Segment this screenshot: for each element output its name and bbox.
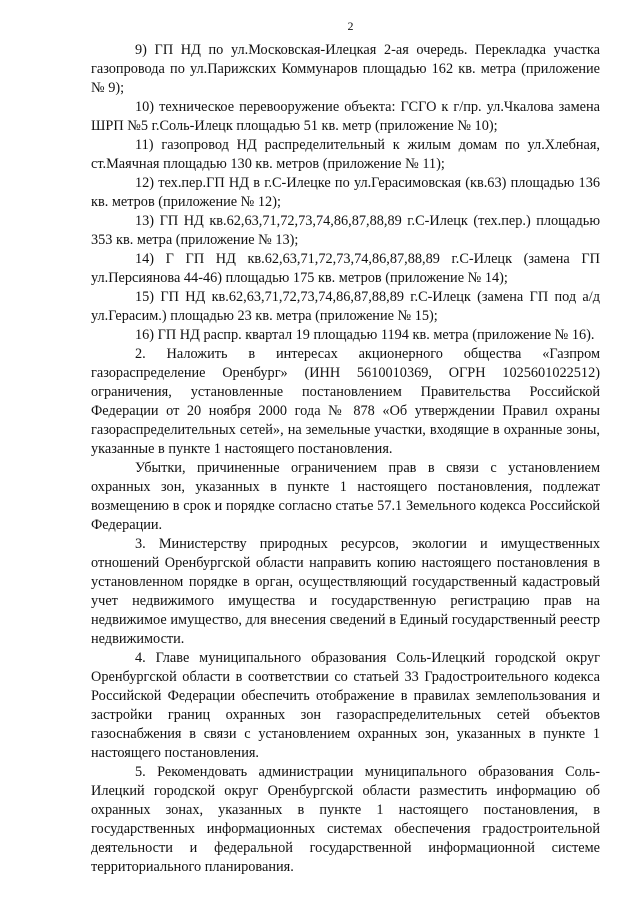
- clause-4: 4. Главе муниципального образования Соль-Илецкий городской округ Оренбургской области в соответствии со статьей 33 Градостроительного кодекса Российской Федерации обеспечить отображение в правилах землепользования и застройки границ охранных зон газораспределительных сетей объектов газоснабжения в связи с установлением охранных зон, указанных в пункте 1 настоящего постановления.: [91, 650, 600, 761]
- clause-3: 3. Министерству природных ресурсов, экологии и имущественных отношений Оренбургской области направить копию настоящего постановления в установленном порядке в орган, осуществляющий государственный кадастровый учет недвижимого имущества и государственную регистрацию прав на недвижимое имущество, для внесения сведений в Единый государственный реестр недвижимости.: [91, 536, 600, 647]
- document-body: [91, 41, 600, 877]
- clause-5: 5. Рекомендовать администрации муниципального образования Соль-Илецкий городской округ Оренбургской области разместить информацию об охранных зонах, указанных в пункте 1 настоящего постановления, в государственных информационных системах обеспечения градостроительной деятельности и федеральной государственной информационной системе территориального планирования.: [91, 764, 600, 875]
- item-14: 14) Г ГП НД кв.62,63,71,72,73,74,86,87,88,89 г.С-Илецк (замена ГП ул.Персиянова 44-46) площадью 175 кв. метров (приложение № 14);: [91, 251, 600, 286]
- item-13: 13) ГП НД кв.62,63,71,72,73,74,86,87,88,89 г.С-Илецк (тех.пер.) площадью 353 кв. метра (приложение № 13);: [91, 213, 600, 248]
- clause-2: 2. Наложить в интересах акционерного общества «Газпром газораспределение Оренбург» (ИНН 5610010369, ОГРН 1025601022512) ограничения, установленные постановлением Правительства Российской Федерации от 20 ноября 2000 года № 878 «Об утверждении Правил охраны газораспределительных сетей», на земельные участки, входящие в охранные зоны, указанные в пункте 1 настоящего постановления.: [91, 346, 600, 457]
- item-9: 9) ГП НД по ул.Московская-Илецкая 2-ая очередь. Перекладка участка газопровода по ул.Парижских Коммунаров площадью 162 кв. метра (приложение № 9);: [91, 42, 600, 96]
- page-number: 2: [347, 19, 354, 33]
- item-10: 10) техническое перевооружение объекта: ГСГО к г/пр. ул.Чкалова замена ШРП №5 г.Соль-Илецк площадью 51 кв. метр (приложение № 10);: [91, 99, 600, 134]
- item-12: 12) тех.пер.ГП НД в г.С-Илецке по ул.Герасимовская (кв.63) площадью 136 кв. метров (приложение № 12);: [91, 175, 600, 210]
- item-11: 11) газопровод НД распределительный к жилым домам по ул.Хлебная, ст.Маячная площадью 130 кв. метров (приложение № 11);: [91, 137, 600, 172]
- clause-2-losses: Убытки, причиненные ограничением прав в связи с установлением охранных зон, указанных в пункте 1 настоящего постановления, подлежат возмещению в срок и порядке согласно статье 57.1 Земельного кодекса Российской Федерации.: [91, 460, 600, 533]
- item-16: 16) ГП НД распр. квартал 19 площадью 1194 кв. метра (приложение № 16).: [135, 327, 595, 343]
- item-15: 15) ГП НД кв.62,63,71,72,73,74,86,87,88,89 г.С-Илецк (замена ГП под а/д ул.Герасим.) площадью 23 кв. метра (приложение № 15);: [91, 289, 600, 324]
